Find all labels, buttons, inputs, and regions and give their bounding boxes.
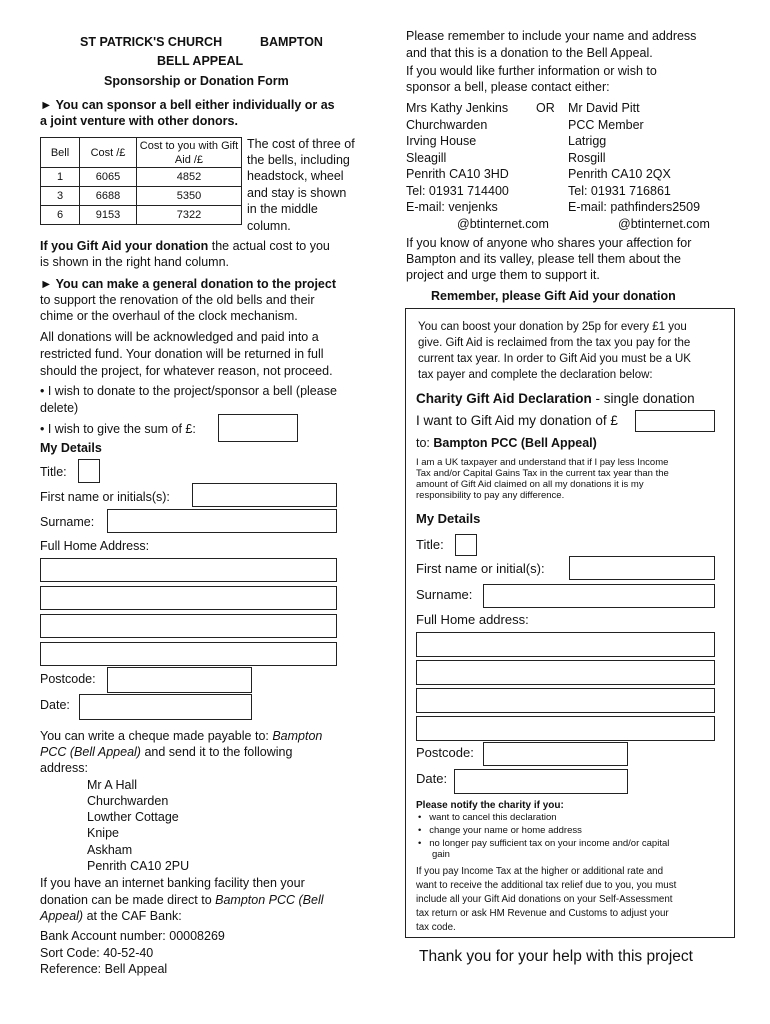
surname-label: Surname:	[40, 515, 95, 529]
thanks-message: Thank you for your help with this project	[419, 948, 693, 965]
contact-line: Churchwarden	[406, 118, 488, 132]
table-row	[41, 187, 242, 206]
date-input[interactable]	[79, 694, 252, 720]
address-input-line[interactable]	[40, 558, 337, 582]
notify-item-text: change your name or home address	[429, 825, 582, 836]
notify-item-text: want to cancel this declaration	[429, 812, 557, 823]
bank-text-3b: at the CAF Bank:	[83, 909, 182, 923]
gift-title-input[interactable]	[455, 534, 477, 556]
or-label: OR	[536, 101, 555, 115]
cheque-text-start: You can write a cheque made payable to:	[40, 729, 273, 743]
contact-email[interactable]: E-mail: pathfinders2509	[568, 200, 701, 214]
bell-cost-table	[40, 137, 242, 225]
gift-address-input-line[interactable]	[416, 688, 715, 713]
notify-item-text: no longer pay sufficient tax on your income and/or capital	[429, 838, 670, 849]
wish-donate: • I wish to donate to the project/sponsor a bell (please	[40, 384, 337, 398]
giftaid-note-2: is shown in the right hand column.	[40, 255, 229, 269]
contact-email-domain[interactable]: @btinternet.com	[457, 217, 549, 231]
table-cell: 3	[41, 187, 80, 206]
to-line	[416, 435, 597, 451]
table-note-line: column.	[247, 219, 291, 233]
list-item: • change your name or home address	[418, 825, 582, 836]
address-line: Mr A Hall	[87, 778, 138, 792]
contact-line: Tel: 01931 714400	[406, 184, 509, 198]
table-cell: 5350	[137, 187, 242, 206]
want-gift-label: I want to Gift Aid my donation of £	[416, 413, 618, 428]
contact-email[interactable]: E-mail: venjenks	[406, 200, 498, 214]
boost-text: give. Gift Aid is reclaimed from the tax you pay for the	[418, 337, 691, 349]
table-note-line: the bells, including	[247, 153, 350, 167]
gift-postcode-input[interactable]	[483, 742, 628, 766]
bank-text-2	[40, 892, 324, 908]
address-line: Churchwarden	[87, 794, 169, 808]
wish-donate-2: delete)	[40, 401, 79, 415]
intro-text: Please remember to include your name and address	[406, 29, 697, 43]
giftaid-bold: If you Gift Aid your donation	[40, 239, 209, 253]
share-text: project and urge them to support it.	[406, 268, 600, 282]
gift-surname-input[interactable]	[483, 584, 715, 608]
my-details-heading: My Details	[40, 441, 102, 455]
boost-text: current tax year. In order to Gift Aid you must be a UK	[418, 353, 691, 365]
intro-text: sponsor a bell, please contact either:	[406, 80, 610, 94]
cheque-text	[40, 728, 322, 744]
address-line: Askham	[87, 843, 133, 857]
surname-input[interactable]	[107, 509, 337, 533]
table-header: Cost to you with Gift Aid /£	[137, 138, 242, 168]
address-input-line[interactable]	[40, 586, 337, 610]
date-label: Date:	[40, 698, 70, 712]
table-header: Bell	[41, 138, 80, 168]
cheque-text-mid: and send it to the following	[140, 745, 293, 759]
gift-address-input-line[interactable]	[416, 716, 715, 741]
remember-giftaid: Remember, please Gift Aid your donation	[431, 289, 676, 303]
contact-line: Rosgill	[568, 151, 606, 165]
first-name-label: First name or initials(s):	[40, 490, 170, 504]
list-item: • want to cancel this declaration	[418, 812, 557, 823]
table-cell: 4852	[137, 168, 242, 187]
contact-email-domain[interactable]: @btinternet.com	[618, 217, 710, 231]
intro-text: If you would like further information or wish to	[406, 64, 657, 78]
intro-text: and that this is a donation to the Bell Appeal.	[406, 46, 653, 60]
cheque-payee: Bampton	[272, 729, 323, 743]
gift-postcode-label: Postcode:	[416, 745, 474, 760]
table-cell: 6	[41, 206, 80, 225]
church-name: ST PATRICK'S CHURCH	[80, 35, 223, 49]
bank-text-3	[40, 908, 182, 924]
sum-input[interactable]	[218, 414, 298, 442]
gift-my-details-heading: My Details	[416, 511, 481, 526]
higher-rate-text: want to receive the additional tax relief due to you, you must	[416, 880, 677, 891]
table-note-line: headstock, wheel	[247, 169, 344, 183]
gift-surname-label: Surname:	[416, 587, 473, 602]
table-header: Cost /£	[80, 138, 137, 168]
sort-code: Sort Code: 40-52-40	[40, 946, 154, 960]
boost-text: You can boost your donation by 25p for every £1 you	[418, 321, 687, 333]
ack-text: restricted fund. Your donation will be returned in full	[40, 347, 324, 361]
table-cell: 9153	[80, 206, 137, 225]
first-name-input[interactable]	[192, 483, 337, 507]
contact-line: Sleagill	[406, 151, 447, 165]
taxpayer-text: I am a UK taxpayer and understand that if I pay less Income	[416, 457, 669, 468]
general-heading: ► You can make a general donation to the project	[40, 277, 336, 291]
ack-text: should the project, for whatever reason, not proceed.	[40, 364, 333, 378]
contact-line: Penrith CA10 3HD	[406, 167, 509, 181]
contact-line: Tel: 01931 716861	[568, 184, 671, 198]
postcode-input[interactable]	[107, 667, 252, 693]
contact-line: Mr David Pitt	[568, 101, 640, 115]
table-row	[41, 168, 242, 187]
address-line: Lowther Cottage	[87, 810, 179, 824]
higher-rate-text: If you pay Income Tax at the higher or additional rate and	[416, 866, 664, 877]
bank-text: If you have an internet banking facility then your	[40, 876, 305, 890]
contact-line: Mrs Kathy Jenkins	[406, 101, 509, 115]
taxpayer-text: Tax and/or Capital Gains Tax in the current tax year than the	[416, 468, 669, 479]
table-note-line: and stay is shown	[247, 186, 347, 200]
title-label: Title:	[40, 465, 67, 479]
cheque-text-2	[40, 744, 292, 760]
reference: Reference: Bell Appeal	[40, 962, 168, 976]
notify-heading: Please notify the charity if you:	[416, 800, 564, 811]
boost-text: tax payer and complete the declaration below:	[418, 369, 653, 381]
gift-date-input[interactable]	[454, 769, 628, 794]
sponsor-heading: ► You can sponsor a bell either individually or as	[40, 98, 335, 112]
bank-account: Bank Account number: 00008269	[40, 929, 225, 943]
share-text: If you know of anyone who shares your affection for	[406, 236, 692, 250]
table-cell: 7322	[137, 206, 242, 225]
gift-title-label: Title:	[416, 537, 444, 552]
bank-payee-2: Appeal)	[40, 909, 84, 923]
bank-payee: Bampton PCC (Bell	[215, 893, 324, 907]
address-label: Full Home Address:	[40, 539, 150, 553]
higher-rate-text: tax code.	[416, 922, 456, 933]
declaration-title-suffix: - single donation	[591, 391, 695, 406]
address-line: Knipe	[87, 826, 119, 840]
declaration-title-bold: Charity Gift Aid Declaration	[416, 391, 592, 406]
gift-address-input-line[interactable]	[416, 660, 715, 685]
list-item: • no longer pay sufficient tax on your income and/or capital	[418, 838, 670, 849]
bank-text-2a: donation can be made direct to	[40, 893, 216, 907]
table-note-line: The cost of three of	[247, 137, 355, 151]
table-row	[41, 206, 242, 225]
address-line: Penrith CA10 2PU	[87, 859, 190, 873]
address-input-line[interactable]	[40, 642, 337, 666]
taxpayer-text: amount of Gift Aid claimed on all my donations it is my	[416, 479, 644, 490]
to-prefix: to:	[416, 436, 434, 450]
giftaid-rest: the actual cost to you	[208, 239, 330, 253]
gift-first-name-input[interactable]	[569, 556, 715, 580]
postcode-label: Postcode:	[40, 672, 96, 686]
contact-line: Irving House	[406, 134, 477, 148]
declaration-title	[416, 391, 695, 407]
higher-rate-text: tax return or ask HM Revenue and Customs to adjust your	[416, 908, 669, 919]
gift-amount-input[interactable]	[635, 410, 715, 432]
table-cell: 6688	[80, 187, 137, 206]
giftaid-note	[40, 238, 330, 254]
address-input-line[interactable]	[40, 614, 337, 638]
title-input[interactable]	[78, 459, 100, 483]
cheque-payee-2: PCC (Bell Appeal)	[40, 745, 141, 759]
contact-line: Penrith CA10 2QX	[568, 167, 671, 181]
gift-address-label: Full Home address:	[416, 612, 529, 627]
appeal-title: BELL APPEAL	[157, 54, 244, 68]
gift-address-input-line[interactable]	[416, 632, 715, 657]
notify-item-text: gain	[432, 849, 450, 860]
general-text: chime or the overhaul of the clock mechanism.	[40, 309, 298, 323]
table-note-line: in the middle	[247, 202, 318, 216]
ack-text: All donations will be acknowledged and paid into a	[40, 330, 319, 344]
church-place: BAMPTON	[260, 35, 323, 49]
general-text: to support the renovation of the old bells and their	[40, 293, 315, 307]
to-name: Bampton PCC (Bell Appeal)	[433, 436, 597, 450]
taxpayer-text: responsibility to pay any difference.	[416, 490, 565, 501]
gift-date-label: Date:	[416, 771, 448, 786]
contact-line: Latrigg	[568, 134, 607, 148]
cheque-text-3: address:	[40, 761, 88, 775]
gift-first-name-label: First name or initial(s):	[416, 561, 545, 576]
table-cell: 1	[41, 168, 80, 187]
wish-sum-label: • I wish to give the sum of £:	[40, 422, 196, 436]
higher-rate-text: include all your Gift Aid donations on your Self-Assessment	[416, 894, 673, 905]
table-cell: 6065	[80, 168, 137, 187]
form-title: Sponsorship or Donation Form	[104, 74, 289, 88]
contact-line: PCC Member	[568, 118, 644, 132]
share-text: Bampton and its valley, please tell them about the	[406, 252, 681, 266]
sponsor-heading-2: a joint venture with other donors.	[40, 114, 238, 128]
